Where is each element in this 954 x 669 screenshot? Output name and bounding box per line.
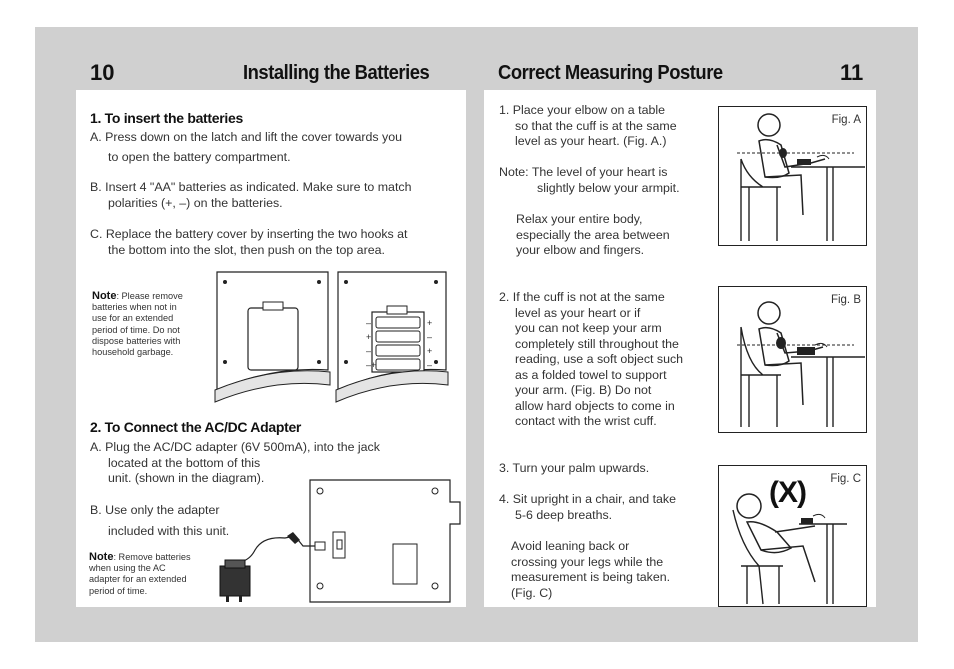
section1-heading: 1. To insert the batteries <box>90 110 243 126</box>
avoid-line: (Fig. C) <box>511 585 553 600</box>
adapter-line: included with this unit. <box>108 523 230 538</box>
polarity-mark: – <box>366 346 372 356</box>
section2-heading: 2. To Connect the AC/DC Adapter <box>90 419 302 435</box>
relax-line: your elbow and fingers. <box>516 243 645 257</box>
step-a <box>90 130 402 165</box>
polarity-marks-right <box>427 316 432 372</box>
adapter-line: unit. (shown in the diagram). <box>108 471 265 485</box>
incorrect-posture-mark: (X) <box>769 476 806 509</box>
step-line: completely still throughout the <box>515 336 679 351</box>
avoid-line: Avoid leaning back or <box>511 539 630 553</box>
adapter-line: located at the bottom of this <box>108 455 261 470</box>
polarity-mark: – <box>427 360 433 370</box>
step-b <box>90 180 411 211</box>
left-page-title: Installing the Batteries <box>243 62 430 84</box>
note-line: adapter for an extended <box>89 574 187 585</box>
fig-a-seated-figure <box>719 107 866 245</box>
step-line: 4. Sit upright in a chair, and take <box>499 492 677 506</box>
step-line: reading, use a soft object such <box>515 352 684 366</box>
step-line: contact with the wrist cuff. <box>515 414 657 428</box>
adapter-note <box>89 552 214 597</box>
figure-b <box>718 286 867 433</box>
step-c <box>90 227 408 258</box>
note-line: when using the AC <box>89 563 166 574</box>
figure-c <box>718 465 867 607</box>
note-line: : Please remove <box>116 291 183 301</box>
right-page-number: 11 <box>840 60 864 85</box>
note-line: Note: The level of your heart is <box>499 165 668 179</box>
step-line: your arm. (Fig. B) Do not <box>515 383 652 397</box>
avoid-text <box>511 539 670 601</box>
avoid-line: measurement is being taken. <box>511 570 671 584</box>
posture-step-4 <box>499 492 676 523</box>
note-line: use for an extended <box>92 313 174 324</box>
fig-c-leaning-figure <box>719 466 866 606</box>
step-line: you can not keep your arm <box>515 321 662 335</box>
left-page-number: 10 <box>90 60 115 85</box>
step-line: 2. If the cuff is not at the same <box>499 290 665 304</box>
step-b-line: B. Insert 4 "AA" batteries as indicated. Make sure to match <box>90 180 412 194</box>
fig-b-seated-figure <box>719 287 866 432</box>
step-a-line: A. Press down on the latch and lift the cover towards you <box>90 130 402 144</box>
step-line: 5-6 deep breaths. <box>515 507 613 522</box>
adapter-line: B. Use only the adapter <box>90 503 220 517</box>
posture-step-2 <box>499 290 683 430</box>
relax-line: Relax your entire body, <box>516 212 643 226</box>
relax-text <box>516 212 670 259</box>
polarity-mark: – <box>427 332 433 342</box>
step-c-line: C. Replace the battery cover by inserting the two hooks at <box>90 227 408 241</box>
step-b-line: polarities (+, –) on the batteries. <box>108 195 283 210</box>
step-line: allow hard objects to come in <box>515 398 675 413</box>
posture-note <box>499 165 680 196</box>
note-line: household garbage. <box>92 347 174 358</box>
step-line: so that the cuff is at the same <box>515 118 677 133</box>
step-line: level as your heart. (Fig. A.) <box>515 134 667 148</box>
fig-a-label: Fig. A <box>831 114 861 126</box>
polarity-mark: + <box>427 346 433 356</box>
right-page-title: Correct Measuring Posture <box>498 62 723 84</box>
fig-c-label: Fig. C <box>830 473 861 485</box>
step-a-line: to open the battery compartment. <box>108 149 291 164</box>
note-label: Note <box>89 551 114 563</box>
note-line: batteries when not in <box>92 302 177 313</box>
note-line: period of time. Do not <box>92 324 180 335</box>
step-line: as a folded towel to support <box>515 367 667 382</box>
polarity-mark: –+ <box>366 360 377 370</box>
note-line: dispose batteries with <box>92 335 181 346</box>
adapter-line: A. Plug the AC/DC adapter (6V 500mA), into the jack <box>90 440 380 454</box>
posture-step-1 <box>499 103 677 150</box>
step-line: level as your heart or if <box>515 305 641 320</box>
relax-line: especially the area between <box>516 227 670 242</box>
step-c-line: the bottom into the slot, then push on the top area. <box>108 242 385 257</box>
note-line: period of time. <box>89 585 148 596</box>
polarity-mark: + <box>366 332 372 342</box>
polarity-mark: – <box>366 318 372 328</box>
figure-a <box>718 106 867 246</box>
avoid-line: crossing your legs while the <box>511 554 664 569</box>
polarity-marks-left <box>366 316 376 372</box>
battery-cover-illustration <box>215 270 330 405</box>
note-label: Note <box>92 290 117 302</box>
battery-note <box>92 291 210 358</box>
polarity-mark: + <box>427 318 433 328</box>
posture-step-3: 3. Turn your palm upwards. <box>499 461 650 475</box>
step-line: 1. Place your elbow on a table <box>499 103 666 117</box>
fig-b-label: Fig. B <box>830 294 861 306</box>
adapter-diagram <box>215 474 465 607</box>
note-line: slightly below your armpit. <box>537 180 680 195</box>
note-line: : Remove batteries <box>113 552 191 562</box>
adapter-step-b <box>90 503 229 539</box>
